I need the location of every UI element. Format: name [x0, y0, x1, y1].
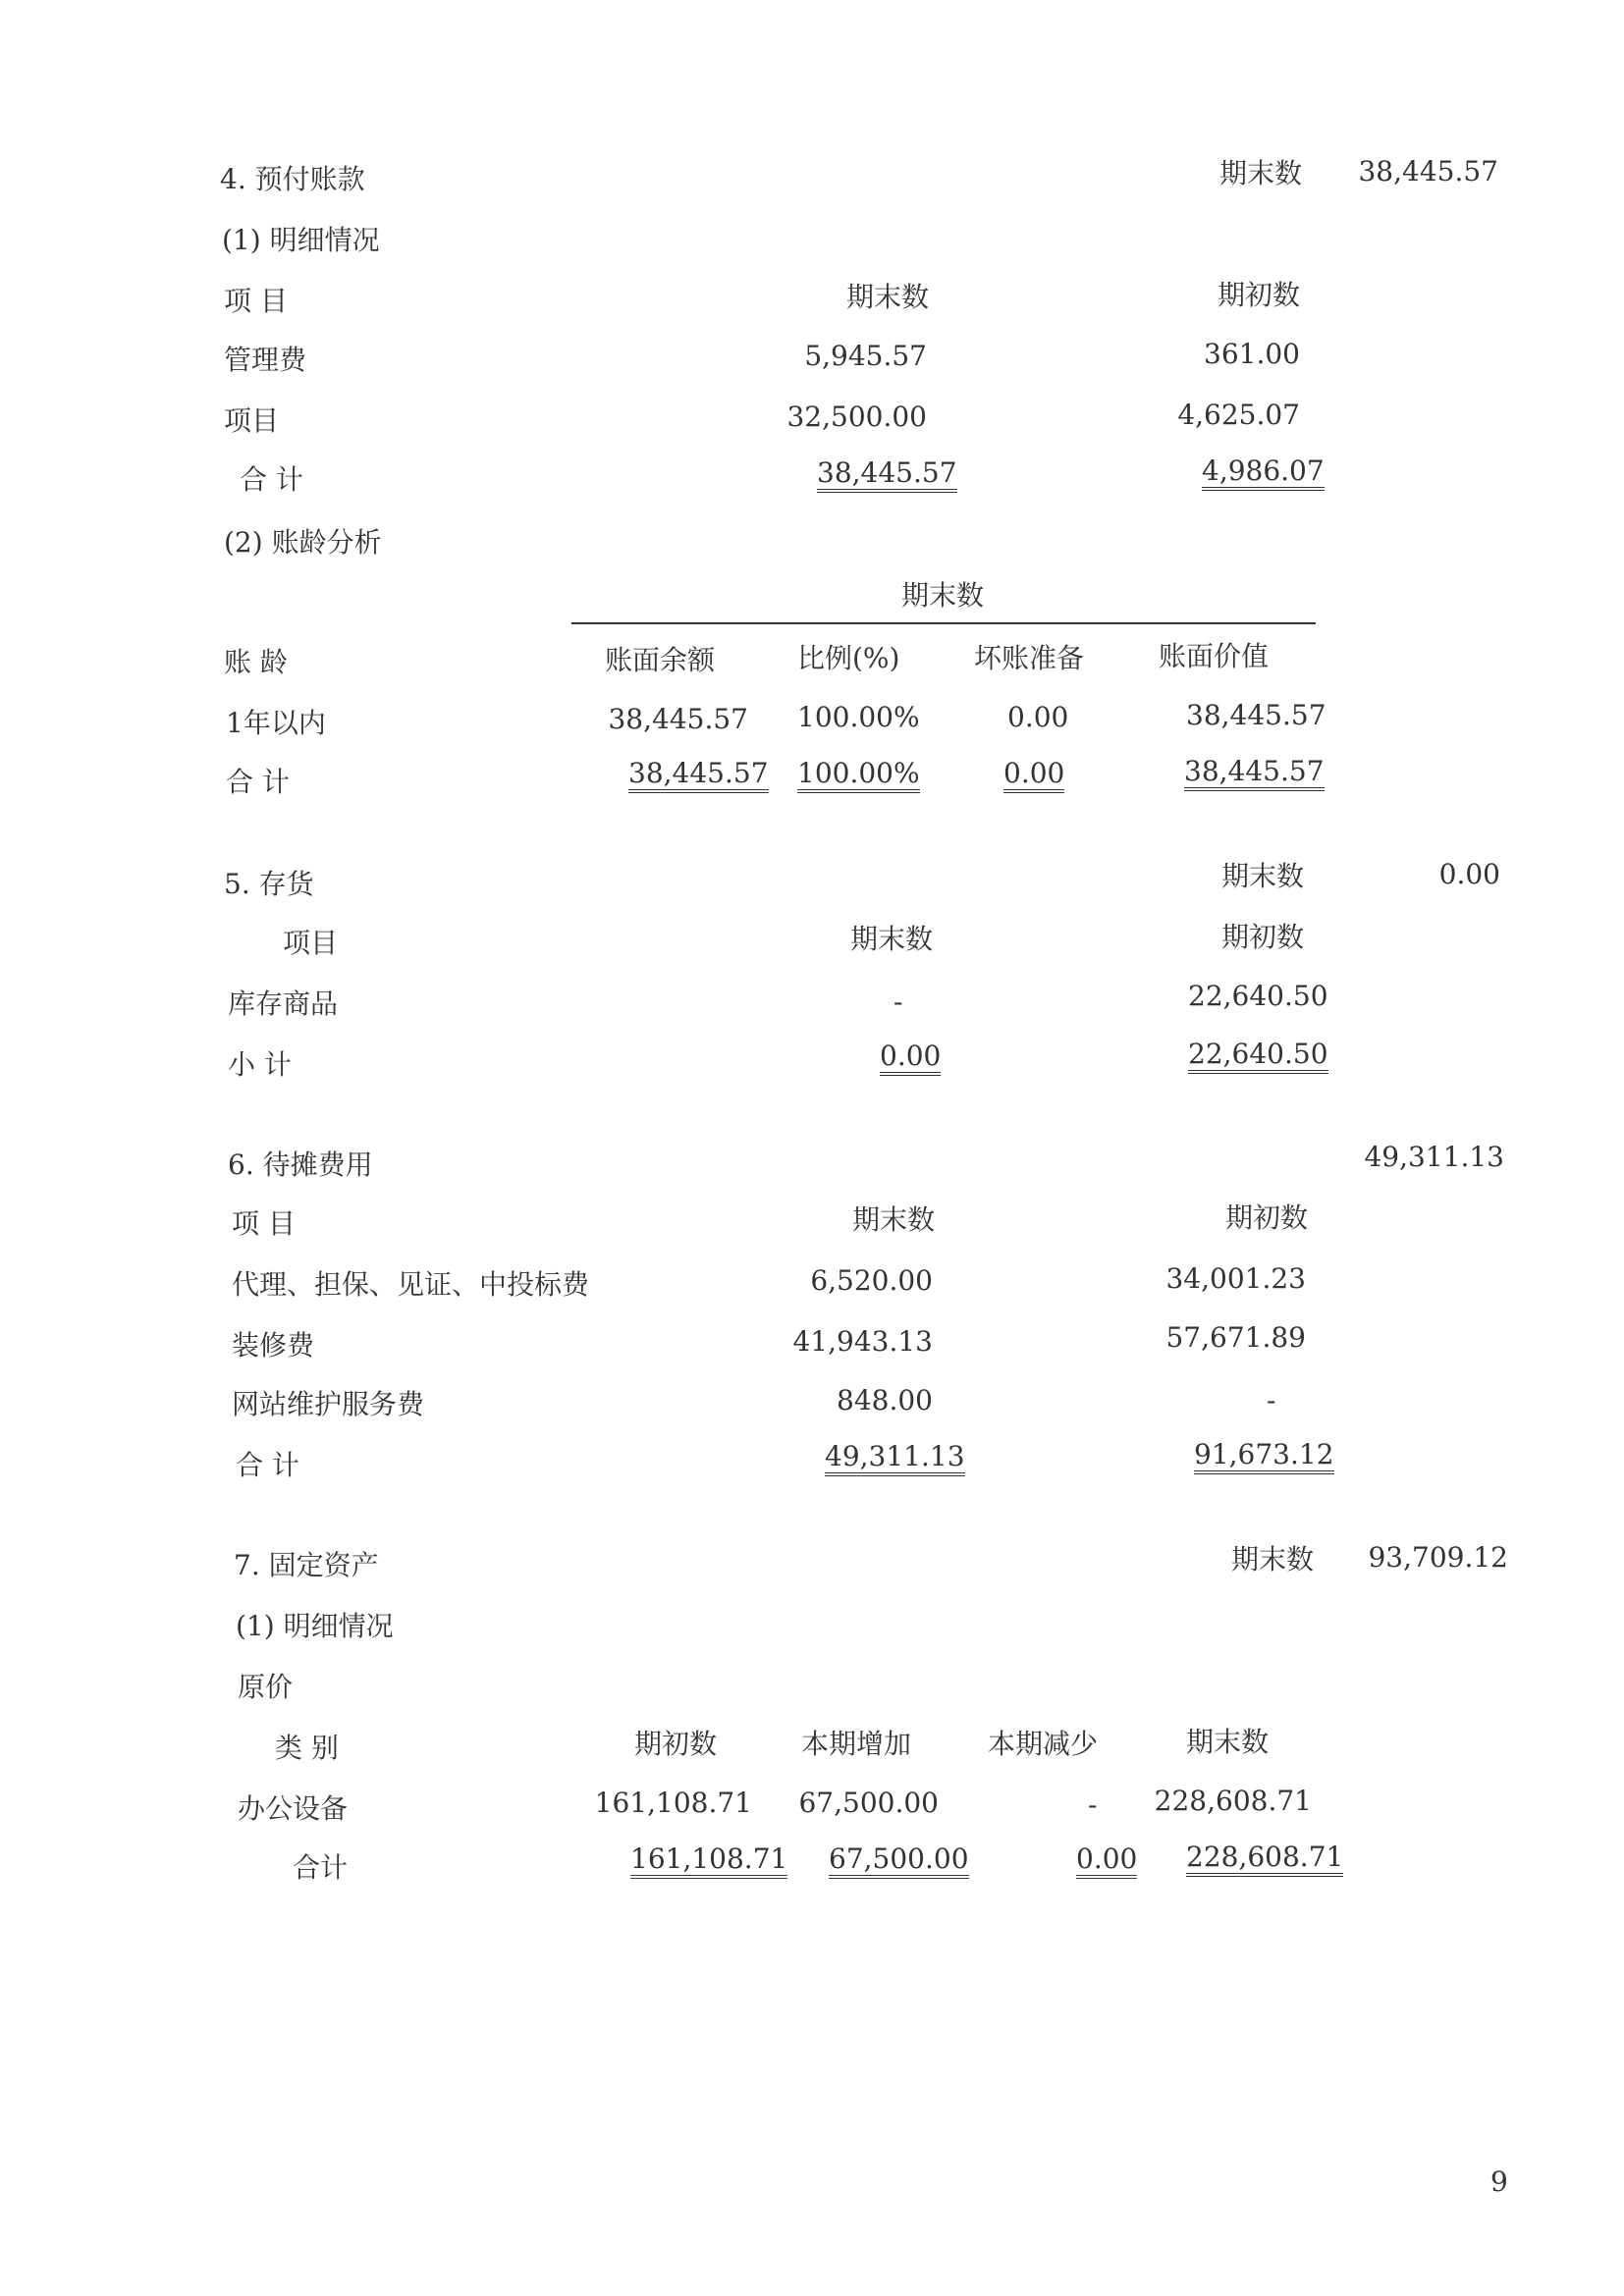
s4-row-name: 管理费: [224, 344, 307, 376]
s6-title: 6. 待摊费用: [228, 1148, 373, 1181]
s7-row-increase: 67,500.00: [798, 1787, 939, 1819]
s6-total-begin: 91,673.12: [1194, 1439, 1334, 1474]
s6-row-name: 装修费: [232, 1329, 315, 1362]
s7-sub-orig: 原价: [238, 1671, 294, 1703]
s6-header-end: 期末数: [852, 1203, 936, 1236]
s7-row-begin: 161,108.71: [594, 1787, 752, 1819]
s4-title: 4. 预付账款: [220, 163, 365, 195]
s5-header-begin: 期初数: [1221, 921, 1305, 953]
s6-row-name: 代理、担保、见证、中投标费: [232, 1268, 590, 1301]
s4-aging-row-age: 1年以内: [226, 707, 326, 739]
page-number: 9: [1490, 2165, 1508, 2198]
s5-row-name: 库存商品: [228, 988, 339, 1020]
s5-end-value: 0.00: [1438, 858, 1500, 890]
s4-total-end: 38,445.57: [817, 457, 957, 493]
s5-end-label: 期末数: [1221, 860, 1305, 892]
s5-total-begin: 22,640.50: [1188, 1039, 1328, 1074]
s7-header-end: 期末数: [1186, 1726, 1270, 1758]
s5-row-begin: 22,640.50: [1188, 980, 1328, 1012]
s4-sub2: (2) 账龄分析: [224, 526, 382, 559]
s5-header-item: 项目: [283, 927, 339, 959]
s6-row-begin: 57,671.89: [1165, 1321, 1306, 1354]
s4-aging-total-book-value: 38,445.57: [1184, 756, 1325, 791]
s4-aging-header-ratio: 比例(%): [797, 642, 900, 674]
s4-header-end: 期末数: [846, 281, 930, 313]
s6-header-item: 项 目: [232, 1207, 296, 1240]
s6-row-end: 848.00: [837, 1384, 933, 1416]
s4-aging-header-balance: 账面余额: [605, 644, 716, 676]
s7-end-label: 期末数: [1231, 1543, 1315, 1575]
s6-row-begin: -: [1267, 1384, 1276, 1416]
s4-row-end: 5,945.57: [804, 340, 927, 372]
s4-aging-total-age: 合 计: [226, 766, 290, 798]
s4-aging-row-bad-debt: 0.00: [1007, 701, 1069, 733]
s4-row-begin: 361.00: [1204, 338, 1300, 370]
s7-header-decrease: 本期减少: [988, 1728, 1099, 1760]
s6-row-end: 6,520.00: [810, 1264, 933, 1297]
s4-aging-total-ratio: 100.00%: [797, 758, 920, 793]
s4-row-end: 32,500.00: [786, 400, 927, 433]
s6-row-end: 41,943.13: [792, 1325, 933, 1358]
s4-end-label: 期末数: [1219, 157, 1303, 189]
s7-total-category: 合计: [293, 1851, 349, 1884]
s6-end-value: 49,311.13: [1364, 1141, 1504, 1173]
s4-header-item: 项 目: [224, 285, 288, 317]
s6-total-name: 合 计: [236, 1449, 299, 1481]
s6-total-end: 49,311.13: [825, 1441, 965, 1476]
s4-aging-group: 期末数: [900, 579, 984, 612]
s7-total-begin: 161,108.71: [630, 1843, 787, 1879]
s5-title: 5. 存货: [224, 868, 314, 900]
s6-row-begin: 34,001.23: [1165, 1262, 1306, 1295]
s4-row-name: 项目: [224, 404, 280, 437]
s4-aging-row-ratio: 100.00%: [797, 701, 920, 733]
s7-header-increase: 本期增加: [801, 1728, 912, 1760]
s6-header-begin: 期初数: [1225, 1201, 1309, 1234]
s7-total-end: 228,608.71: [1186, 1842, 1343, 1877]
s4-aging-group-rule: [571, 622, 1316, 624]
s7-row-end: 228,608.71: [1154, 1785, 1312, 1817]
s7-total-decrease: 0.00: [1076, 1843, 1137, 1879]
s7-row-decrease: -: [1088, 1789, 1098, 1821]
s7-header-begin: 期初数: [634, 1728, 718, 1760]
s4-aging-row-balance: 38,445.57: [608, 703, 748, 735]
s7-total-increase: 67,500.00: [829, 1843, 969, 1879]
s7-row-category: 办公设备: [238, 1792, 349, 1825]
s7-header-category: 类 别: [275, 1732, 339, 1764]
s4-aging-header-book-value: 账面价值: [1159, 640, 1270, 672]
s4-sub1: (1) 明细情况: [222, 224, 380, 256]
s4-total-name: 合 计: [240, 463, 303, 496]
s5-total-name: 小 计: [228, 1048, 292, 1081]
s6-row-name: 网站维护服务费: [232, 1388, 425, 1420]
s4-end-value: 38,445.57: [1358, 155, 1498, 187]
s4-header-begin: 期初数: [1218, 279, 1301, 311]
s4-aging-header-age: 账 龄: [224, 646, 288, 678]
s5-total-end: 0.00: [880, 1041, 941, 1076]
s4-aging-total-balance: 38,445.57: [628, 758, 769, 793]
s4-total-begin: 4,986.07: [1202, 455, 1325, 491]
s7-title: 7. 固定资产: [234, 1549, 379, 1581]
s5-row-end: -: [893, 986, 903, 1018]
s7-end-value: 93,709.12: [1368, 1541, 1508, 1574]
s5-header-end: 期末数: [850, 923, 934, 955]
s4-aging-row-book-value: 38,445.57: [1186, 699, 1326, 731]
s4-row-begin: 4,625.07: [1177, 399, 1300, 431]
s4-aging-header-bad-debt: 坏账准备: [974, 642, 1085, 674]
s4-aging-total-bad-debt: 0.00: [1003, 758, 1064, 793]
s7-sub1: (1) 明细情况: [236, 1610, 394, 1642]
